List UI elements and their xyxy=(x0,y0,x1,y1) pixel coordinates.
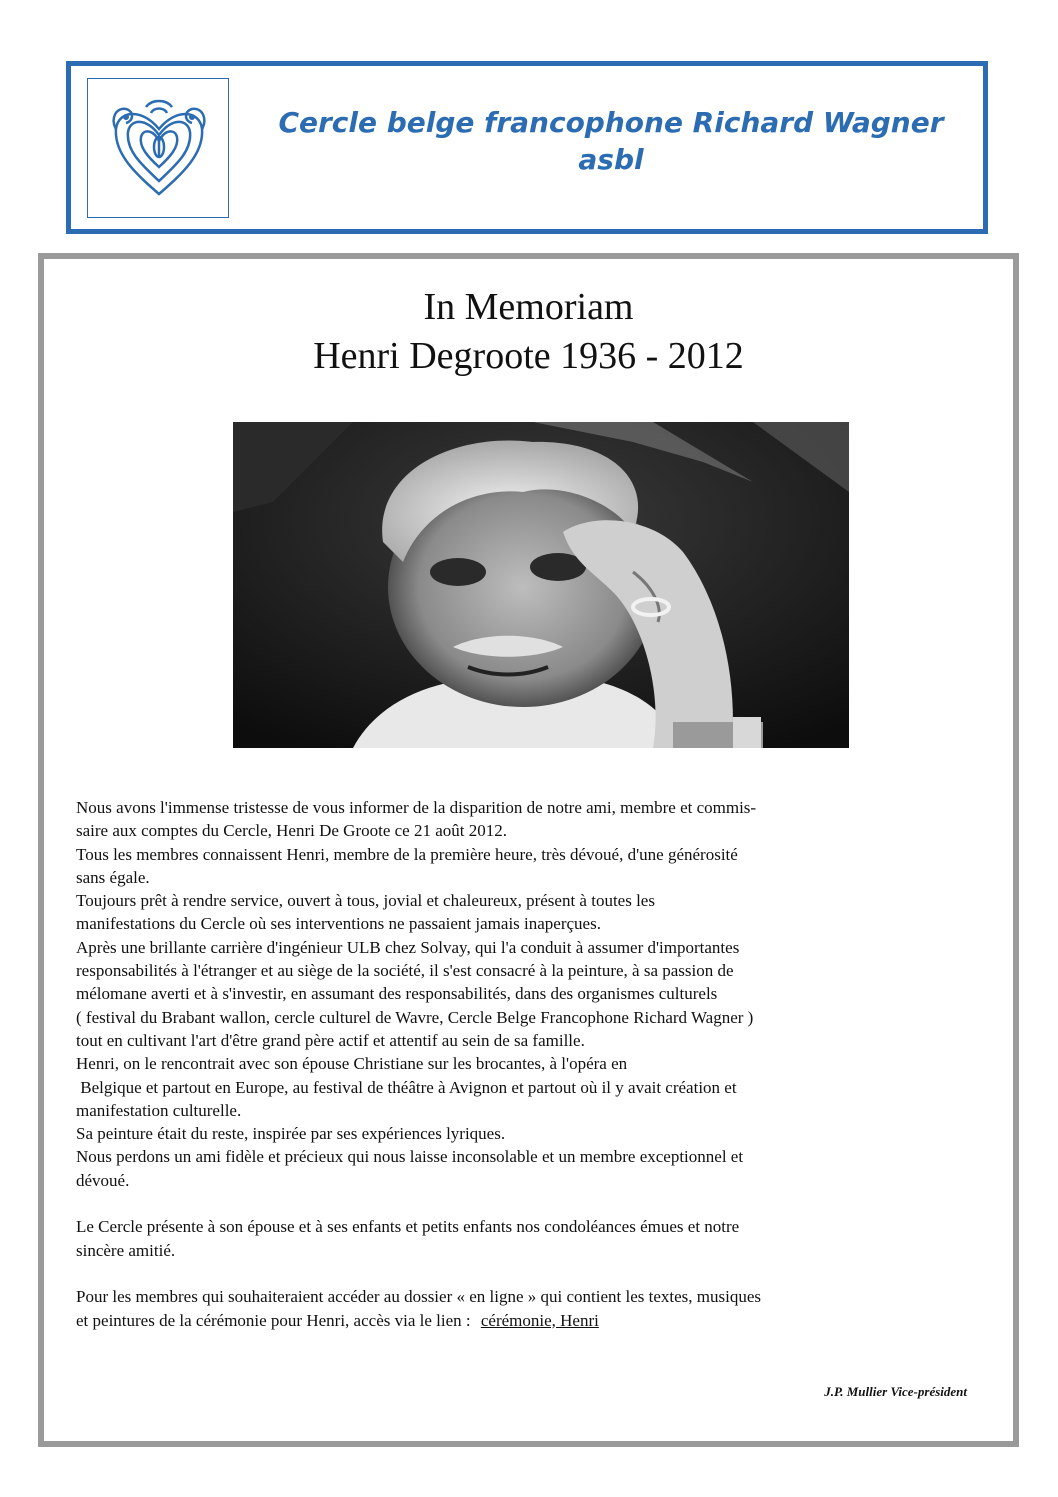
paragraph-online-dossier xyxy=(76,1285,976,1332)
text-line-lead: et peintures de la cérémonie pour Henri, accès via le lien : xyxy=(76,1310,475,1330)
text-line: saire aux comptes du Cercle, Henri De Groote ce 21 août 2012. xyxy=(76,821,507,841)
text-line: Après une brillante carrière d'ingénieur ULB chez Solvay, qui l'a conduit à assumer d'importantes xyxy=(76,937,740,957)
heart-knot-logo-icon xyxy=(87,78,229,218)
text-line: sincère amitié. xyxy=(76,1240,176,1260)
organization-legal-form: asbl xyxy=(578,143,644,176)
portrait-photo xyxy=(233,422,849,748)
text-line: manifestation culturelle. xyxy=(76,1100,242,1120)
text-line: Nous perdons un ami fidèle et précieux qui nous laisse inconsolable et un membre exceptionnel et xyxy=(76,1147,744,1167)
text-line: responsabilités à l'étranger et au siège de la société, il s'est consacré à la peinture, à sa passion de xyxy=(76,961,734,981)
signature: J.P. Mullier Vice-président xyxy=(824,1384,967,1399)
memoriam-subtitle: Henri Degroote 1936 - 2012 xyxy=(313,335,744,377)
text-line: Belgique et partout en Europe, au festival de théâtre à Avignon et partout où il y avait création et xyxy=(76,1077,737,1097)
text-line: sans égale. xyxy=(76,867,150,887)
text-line: mélomane averti et à s'investir, en assumant des responsabilités, dans des organismes culturels xyxy=(76,984,718,1004)
memoriam-heading xyxy=(44,283,1013,381)
text-line: Tous les membres connaissent Henri, membre de la première heure, très dévoué, d'une générosité xyxy=(76,844,738,864)
text-line: ( festival du Brabant wallon, cercle culturel de Wavre, Cercle Belge Francophone Richard Wagner ) xyxy=(76,1007,754,1027)
paragraph-condolences xyxy=(76,1215,976,1262)
obituary-text xyxy=(76,796,976,1332)
text-line: dévoué. xyxy=(76,1170,130,1190)
text-line: tout en cultivant l'art d'être grand père actif et attentif au sein de sa famille. xyxy=(76,1030,585,1050)
text-line: Sa peinture était du reste, inspirée par ses expériences lyriques. xyxy=(76,1124,506,1144)
text-line: Pour les membres qui souhaiteraient accéder au dossier « en ligne » qui contient les textes, musiques xyxy=(76,1287,762,1307)
paragraph-spacer xyxy=(76,1192,976,1215)
paragraph-announcement xyxy=(76,796,976,1192)
organization-name: Cercle belge francophone Richard Wagner xyxy=(278,106,944,139)
header-box xyxy=(66,61,988,234)
paragraph-spacer xyxy=(76,1262,976,1285)
memoriam-title: In Memoriam xyxy=(423,286,634,328)
text-line: Henri, on le rencontrait avec son épouse Christiane sur les brocantes, à l'opéra en xyxy=(76,1054,628,1074)
text-line: manifestations du Cercle où ses interventions ne passaient jamais inaperçues. xyxy=(76,914,601,934)
text-line: Toujours prêt à rendre service, ouvert à tous, jovial et chaleureux, présent à toutes les xyxy=(76,891,655,911)
ceremony-link[interactable]: cérémonie, Henri xyxy=(480,1310,599,1330)
organization-title xyxy=(246,104,976,178)
memoriam-frame xyxy=(38,253,1019,1447)
text-line xyxy=(76,1309,976,1332)
text-line: Nous avons l'immense tristesse de vous informer de la disparition de notre ami, membre et commis- xyxy=(76,798,757,817)
text-line: Le Cercle présente à son épouse et à ses enfants et petits enfants nos condoléances émues et notre xyxy=(76,1217,740,1237)
